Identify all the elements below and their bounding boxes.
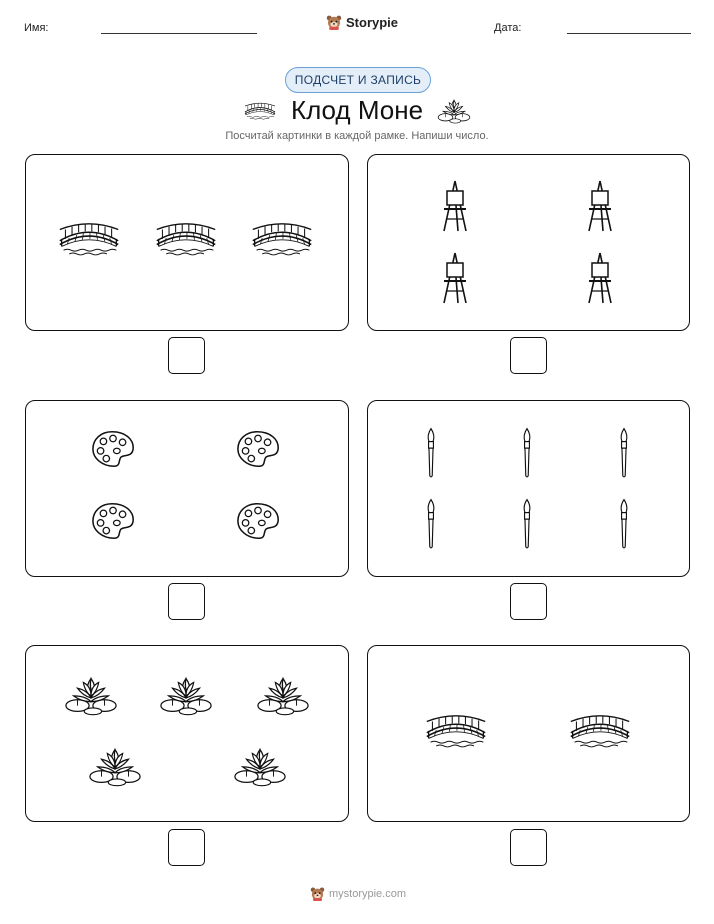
logo-text: Storypie (346, 14, 399, 30)
palette-icon (91, 501, 135, 541)
date-field[interactable] (567, 33, 691, 34)
bridge-icon (249, 217, 315, 257)
count-frame-4 (367, 400, 690, 577)
count-frame-2 (367, 154, 690, 331)
footer (310, 886, 406, 901)
water-lily-icon (64, 672, 118, 716)
page-title: Клод Моне (290, 94, 424, 125)
count-frame-1 (25, 154, 349, 331)
water-lily-icon (437, 96, 471, 124)
bridge-icon (567, 709, 633, 749)
answer-box-4[interactable] (510, 583, 547, 620)
title-row (0, 92, 714, 128)
count-frame-3 (25, 400, 349, 577)
palette-icon (236, 429, 280, 469)
count-frame-6 (367, 645, 690, 822)
bridge-icon (56, 217, 122, 257)
answer-box-2[interactable] (510, 337, 547, 374)
name-field[interactable] (101, 33, 257, 34)
footer-url[interactable]: mystorypie.com (329, 887, 407, 900)
activity-badge: ПОДСЧЕТ И ЗАПИСЬ (285, 67, 431, 93)
paintbrush-icon (424, 498, 438, 550)
water-lily-icon (233, 743, 287, 787)
easel-icon (583, 251, 617, 305)
easel-icon (438, 251, 472, 305)
mascot-icon (326, 14, 342, 30)
water-lily-icon (256, 672, 310, 716)
water-lily-icon (88, 743, 142, 787)
palette-icon (236, 501, 280, 541)
answer-box-3[interactable] (168, 583, 205, 620)
date-label: Дата: (494, 22, 522, 34)
easel-icon (583, 179, 617, 233)
storypie-logo (326, 14, 398, 30)
easel-icon (438, 179, 472, 233)
paintbrush-icon (520, 427, 534, 479)
paintbrush-icon (617, 427, 631, 479)
bridge-icon (243, 99, 277, 121)
bridge-icon (423, 709, 489, 749)
answer-box-1[interactable] (168, 337, 205, 374)
mascot-icon (310, 886, 325, 901)
instructions: Посчитай картинки в каждой рамке. Напиши число. (225, 130, 489, 142)
paintbrush-icon (520, 498, 534, 550)
name-label: Имя: (24, 22, 49, 34)
water-lily-icon (159, 672, 213, 716)
paintbrush-icon (617, 498, 631, 550)
count-frame-5 (25, 645, 349, 822)
palette-icon (91, 429, 135, 469)
answer-box-6[interactable] (510, 829, 547, 866)
answer-box-5[interactable] (168, 829, 205, 866)
bridge-icon (153, 217, 219, 257)
paintbrush-icon (424, 427, 438, 479)
